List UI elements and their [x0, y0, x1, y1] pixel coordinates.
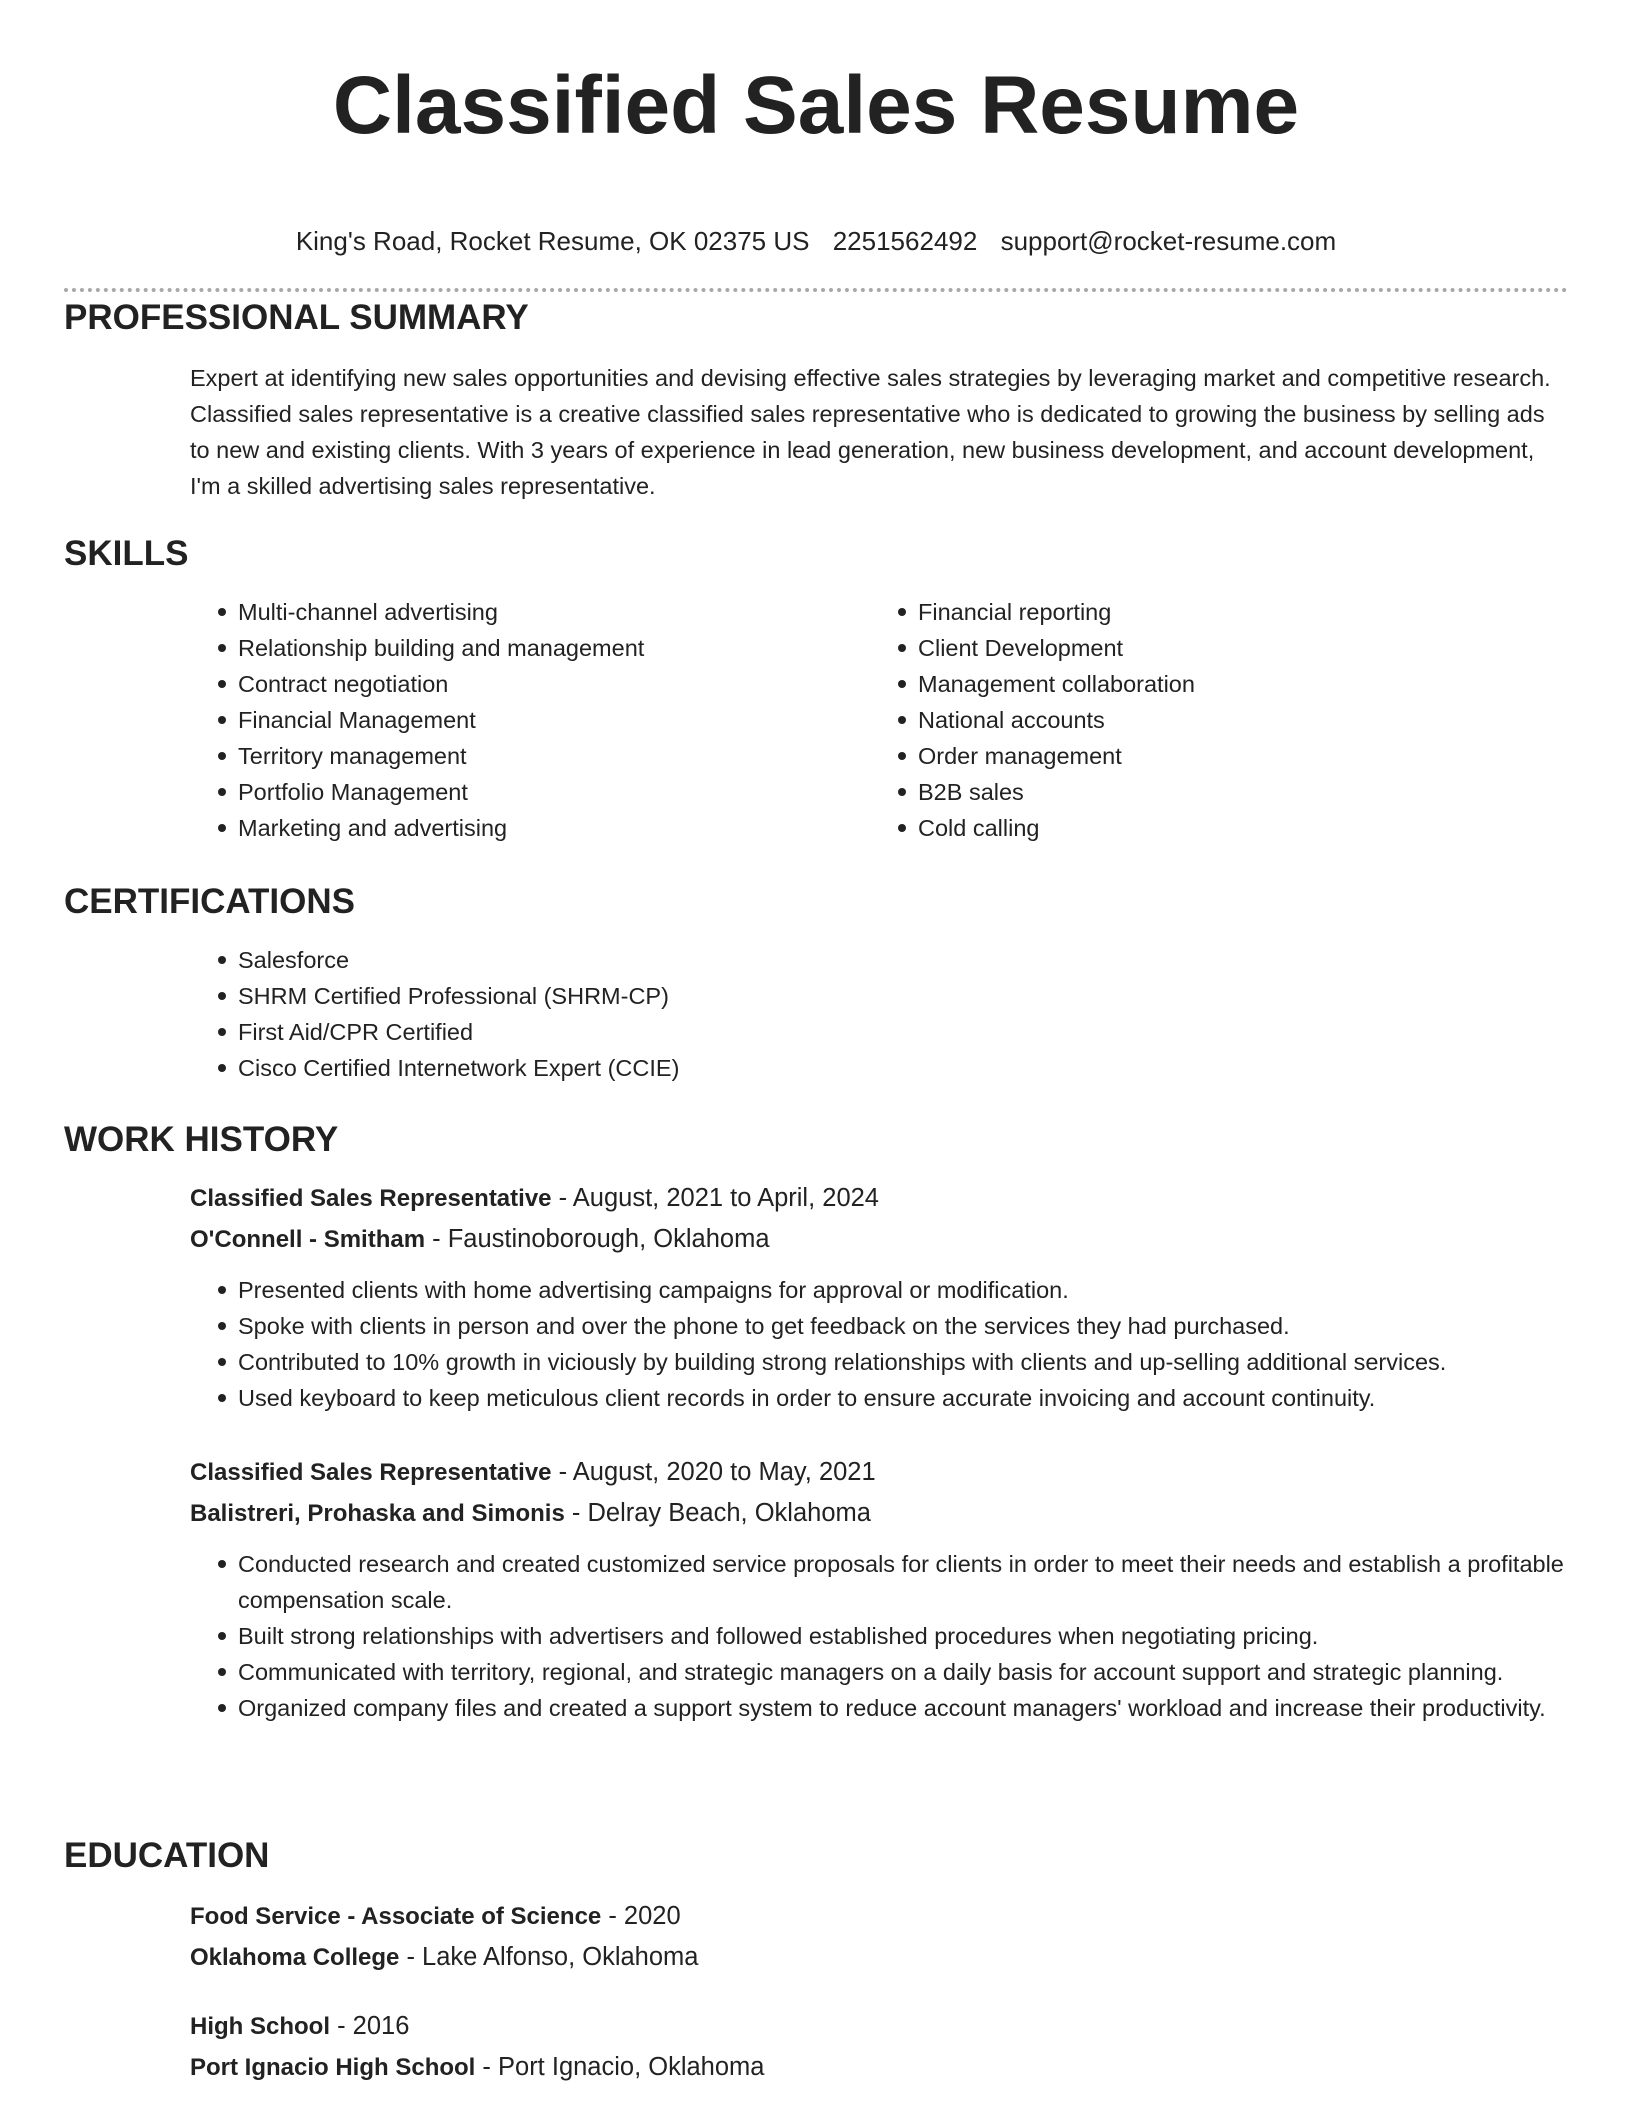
- education-year: - 2020: [601, 1902, 681, 1930]
- resume-title: Classified Sales Resume: [332, 60, 1300, 151]
- education-location: - Port Ignacio, Oklahoma: [475, 2053, 765, 2081]
- contact-phone: 2251562492: [832, 226, 978, 256]
- job-bullet: Contributed to 10% growth in viciously by building strong relationships with clients and up-selling additional services.: [204, 1344, 1568, 1380]
- education-degree-line: [190, 1896, 1568, 1937]
- job-location: - Faustinoborough, Oklahoma: [425, 1225, 770, 1253]
- skill-item: Portfolio Management: [204, 774, 884, 810]
- job-entry: [190, 1452, 1568, 1726]
- header-divider: [64, 288, 1568, 292]
- education-degree-line: [190, 2006, 1568, 2047]
- education-entry: [190, 2006, 1568, 2088]
- skill-item: Relationship building and management: [204, 630, 884, 666]
- job-bullet: Spoke with clients in person and over the phone to get feedback on the services they had purchased.: [204, 1308, 1568, 1344]
- skill-item: B2B sales: [884, 774, 1564, 810]
- job-title-line: [190, 1452, 1568, 1493]
- education-section: [64, 1834, 1568, 2088]
- job-company: O'Connell - Smitham: [190, 1226, 426, 1253]
- skills-column-left: [204, 594, 884, 846]
- skills-grid: [204, 594, 1568, 846]
- education-school-line: [190, 2047, 1568, 2088]
- skill-item: Client Development: [884, 630, 1564, 666]
- job-dates: - August, 2020 to May, 2021: [551, 1458, 876, 1486]
- job-bullets: [204, 1272, 1568, 1416]
- job-bullets: [204, 1546, 1568, 1726]
- skills-section: [64, 532, 1568, 846]
- job-bullet: Organized company files and created a support system to reduce account managers' workload and increase their productivity.: [204, 1690, 1568, 1726]
- contact-email[interactable]: support@rocket-resume.com: [1000, 226, 1337, 256]
- job-entry: [190, 1178, 1568, 1416]
- skill-item: Marketing and advertising: [204, 810, 884, 846]
- education-entry: [190, 1896, 1568, 1978]
- education-school: Port Ignacio High School: [190, 2054, 476, 2081]
- certifications-heading: CERTIFICATIONS: [64, 882, 356, 921]
- job-bullet: Communicated with territory, regional, and strategic managers on a daily basis for account support and strategic planning.: [204, 1654, 1568, 1690]
- education-heading: EDUCATION: [64, 1836, 270, 1875]
- skill-item: Order management: [884, 738, 1564, 774]
- education-location: - Lake Alfonso, Oklahoma: [399, 1943, 699, 1971]
- summary-text: Expert at identifying new sales opportunities and devising effective sales strategies by leveraging market and competitive research. Classified sales representative is a creative classified sales representative who is dedicated to growing the business by selling ads to new and existing clients. With 3 years of experience in lead generation, new business development, and account development, I'm a skilled advertising sales representative.: [190, 365, 1551, 499]
- skills-heading: SKILLS: [64, 534, 189, 573]
- certification-item: SHRM Certified Professional (SHRM-CP): [204, 978, 1568, 1014]
- job-company-line: [190, 1493, 1568, 1534]
- job-location: - Delray Beach, Oklahoma: [564, 1499, 871, 1527]
- job-dates: - August, 2021 to April, 2024: [551, 1184, 879, 1212]
- skill-item: National accounts: [884, 702, 1564, 738]
- certification-item: Salesforce: [204, 942, 1568, 978]
- skill-item: Financial reporting: [884, 594, 1564, 630]
- job-bullet: Used keyboard to keep meticulous client records in order to ensure accurate invoicing and account continuity.: [204, 1380, 1568, 1416]
- job-role: Classified Sales Representative: [190, 1185, 552, 1212]
- education-school: Oklahoma College: [190, 1944, 400, 1971]
- education-year: - 2016: [330, 2012, 410, 2040]
- skills-column-right: [884, 594, 1564, 846]
- skill-item: Contract negotiation: [204, 666, 884, 702]
- skill-item: Financial Management: [204, 702, 884, 738]
- skill-item: Multi-channel advertising: [204, 594, 884, 630]
- job-bullet: Conducted research and created customized service proposals for clients in order to meet their needs and establish a profitable compensation scale.: [204, 1546, 1568, 1618]
- contact-address: King's Road, Rocket Resume, OK 02375 US: [295, 226, 810, 256]
- job-company: Balistreri, Prohaska and Simonis: [190, 1500, 565, 1527]
- job-role: Classified Sales Representative: [190, 1459, 552, 1486]
- work-history-section: [64, 1118, 1568, 1726]
- education-degree: High School: [190, 2013, 330, 2040]
- job-bullet: Presented clients with home advertising campaigns for approval or modification.: [204, 1272, 1568, 1308]
- certifications-section: [64, 880, 1568, 1086]
- skill-item: Management collaboration: [884, 666, 1564, 702]
- certification-item: Cisco Certified Internetwork Expert (CCIE): [204, 1050, 1568, 1086]
- skill-item: Cold calling: [884, 810, 1564, 846]
- skill-item: Territory management: [204, 738, 884, 774]
- work-history-heading: WORK HISTORY: [64, 1120, 339, 1159]
- certification-item: First Aid/CPR Certified: [204, 1014, 1568, 1050]
- education-degree: Food Service - Associate of Science: [190, 1903, 602, 1930]
- job-bullet: Built strong relationships with advertisers and followed established procedures when negotiating pricing.: [204, 1618, 1568, 1654]
- summary-heading: PROFESSIONAL SUMMARY: [64, 298, 529, 337]
- contact-line: [64, 224, 1568, 258]
- job-company-line: [190, 1219, 1568, 1260]
- certifications-list: [204, 942, 1568, 1086]
- education-school-line: [190, 1937, 1568, 1978]
- summary-section: [64, 296, 1568, 504]
- job-title-line: [190, 1178, 1568, 1219]
